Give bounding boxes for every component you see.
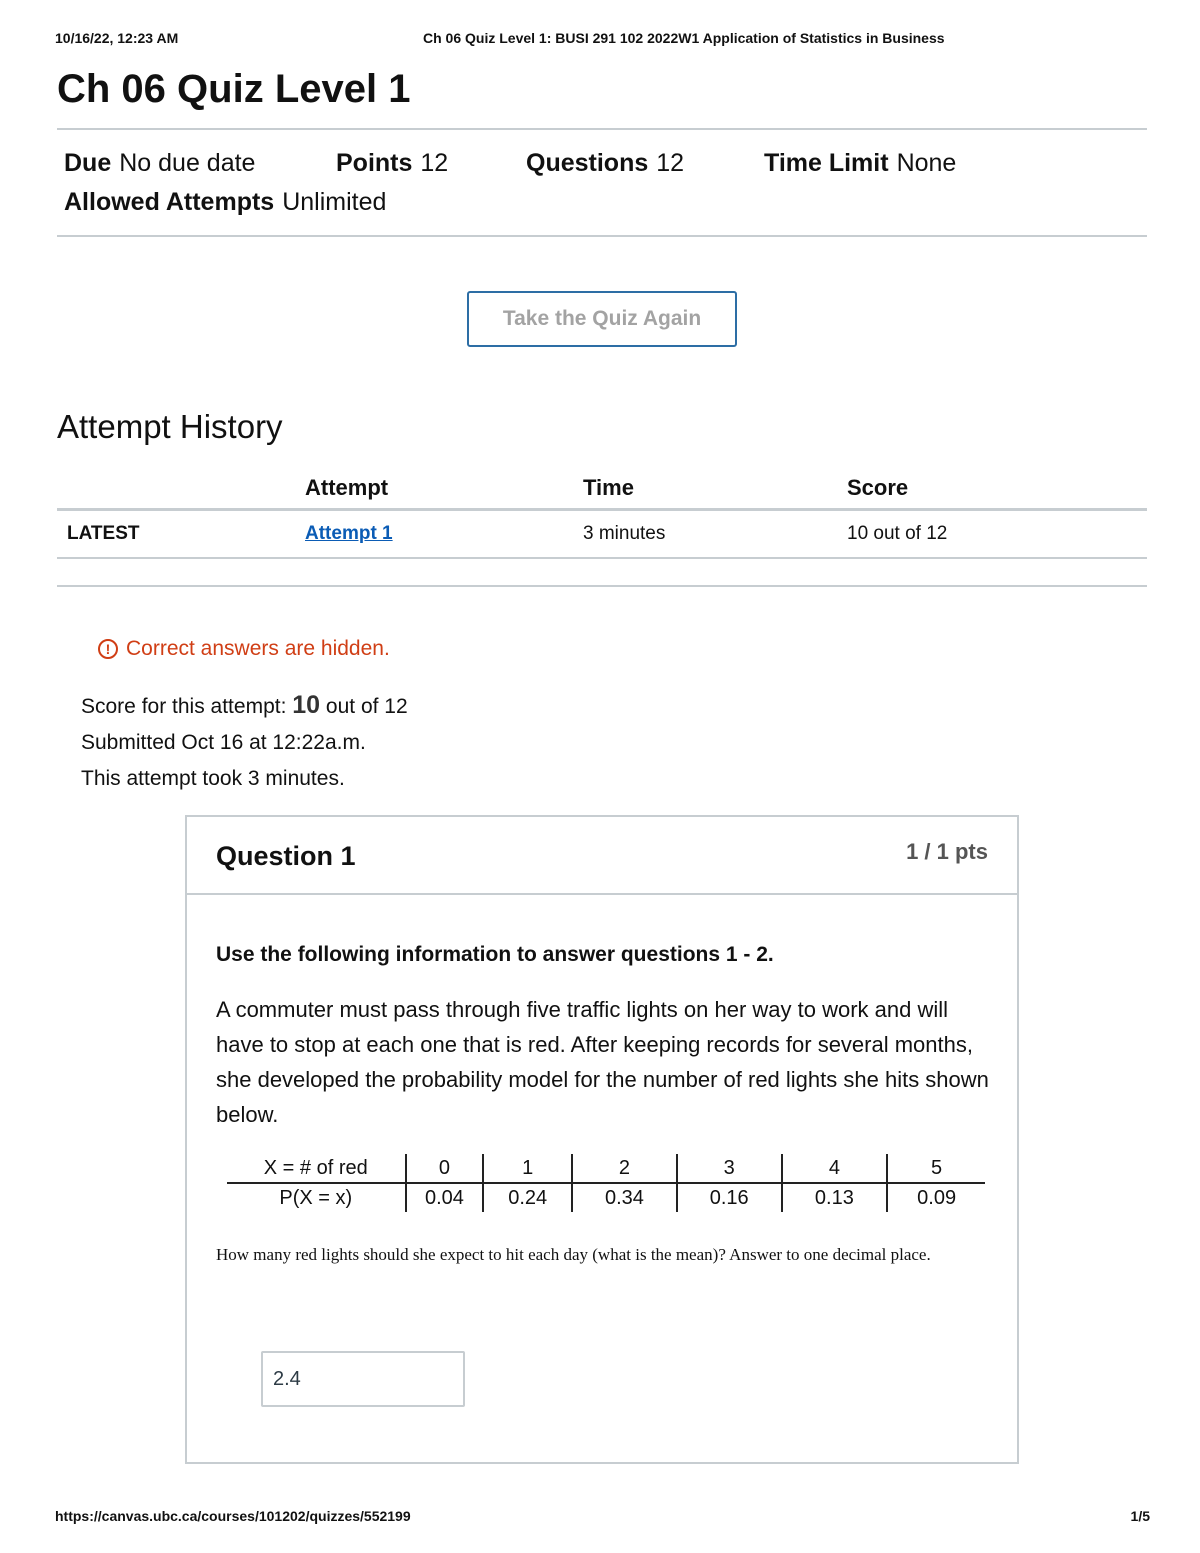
page-title: Ch 06 Quiz Level 1 (57, 67, 411, 111)
question-prompt: How many red lights should she expect to hit each day (what is the mean)? Answer to one decimal place. (216, 1245, 931, 1264)
table-header-row (57, 470, 1147, 511)
x-value: 0 (405, 1154, 483, 1182)
probability-p-row (227, 1184, 985, 1212)
time-limit-label: Time Limit (764, 149, 889, 177)
probability-x-row (227, 1154, 985, 1184)
quiz-time-limit (764, 147, 956, 179)
due-label: Due (64, 149, 112, 177)
exclamation-circle-icon: ! (98, 639, 118, 659)
due-value: No due date (119, 149, 256, 177)
divider (57, 235, 1147, 237)
quiz-due (64, 147, 255, 179)
p-label: P(X = x) (279, 1187, 353, 1209)
divider (57, 585, 1147, 587)
x-value: 4 (781, 1154, 887, 1182)
points-value: 12 (420, 149, 449, 177)
question-card (185, 815, 1019, 1464)
p-value: 0.24 (482, 1184, 571, 1212)
question-title: Question 1 (216, 841, 356, 871)
take-quiz-again-button[interactable]: Take the Quiz Again (467, 291, 737, 347)
attempt-score: 10 out of 12 (847, 523, 948, 544)
header-score: Score (847, 475, 909, 500)
divider (57, 128, 1147, 130)
submitted-time: Submitted Oct 16 at 12:22a.m. (81, 731, 366, 754)
question-points: 1 / 1 pts (906, 839, 988, 864)
questions-value: 12 (656, 149, 685, 177)
p-value: 0.16 (676, 1184, 781, 1212)
quiz-points (336, 147, 448, 179)
warning-text: Correct answers are hidden. (126, 637, 390, 660)
p-value: 0.34 (571, 1184, 676, 1212)
p-value: 0.09 (886, 1184, 985, 1212)
question-text: A commuter must pass through five traffic lights on her way to work and will have to stop at each one that is red. After keeping records for several months, she developed the probability model for the number of red lights she hits shown below. (216, 997, 989, 1127)
time-limit-value: None (896, 149, 957, 177)
attempt-1-link[interactable]: Attempt 1 (305, 523, 393, 544)
attempt-history-title: Attempt History (57, 408, 283, 445)
print-date: 10/16/22, 12:23 AM (55, 30, 179, 46)
score-value: 10 (292, 691, 321, 719)
questions-label: Questions (526, 149, 649, 177)
print-header (0, 30, 1200, 50)
quiz-questions (526, 147, 684, 179)
attempt-score-line (81, 692, 408, 720)
attempts-value: Unlimited (282, 188, 387, 216)
x-value: 3 (676, 1154, 781, 1182)
p-value: 0.13 (781, 1184, 887, 1212)
x-label: X = # of red (263, 1157, 368, 1179)
table-row (57, 511, 1147, 559)
print-page-number: 1/5 (1130, 1508, 1150, 1524)
points-label: Points (336, 149, 413, 177)
p-value: 0.04 (405, 1184, 483, 1212)
quiz-allowed-attempts (64, 186, 386, 218)
print-document-title: Ch 06 Quiz Level 1: BUSI 291 102 2022W1 Application of Statistics in Business (423, 30, 945, 46)
attempt-duration: This attempt took 3 minutes. (81, 767, 345, 790)
probability-table (227, 1154, 985, 1212)
x-value: 2 (571, 1154, 676, 1182)
attempt-history-table (57, 470, 1147, 559)
print-url: https://canvas.ubc.ca/courses/101202/quizzes/552199 (55, 1508, 411, 1524)
latest-tag: LATEST (67, 523, 140, 544)
attempts-label: Allowed Attempts (64, 188, 275, 216)
correct-answers-hidden-warning (98, 636, 390, 662)
score-prefix: Score for this attempt: (81, 695, 287, 718)
x-value: 1 (482, 1154, 571, 1182)
header-attempt: Attempt (305, 475, 389, 500)
header-time: Time (583, 475, 634, 500)
attempt-time: 3 minutes (583, 523, 666, 544)
score-suffix: out of 12 (325, 695, 408, 718)
question-intro: Use the following information to answer questions 1 - 2. (216, 943, 774, 966)
question-header (187, 817, 1017, 895)
x-value: 5 (886, 1154, 985, 1182)
answer-input[interactable] (261, 1351, 465, 1407)
